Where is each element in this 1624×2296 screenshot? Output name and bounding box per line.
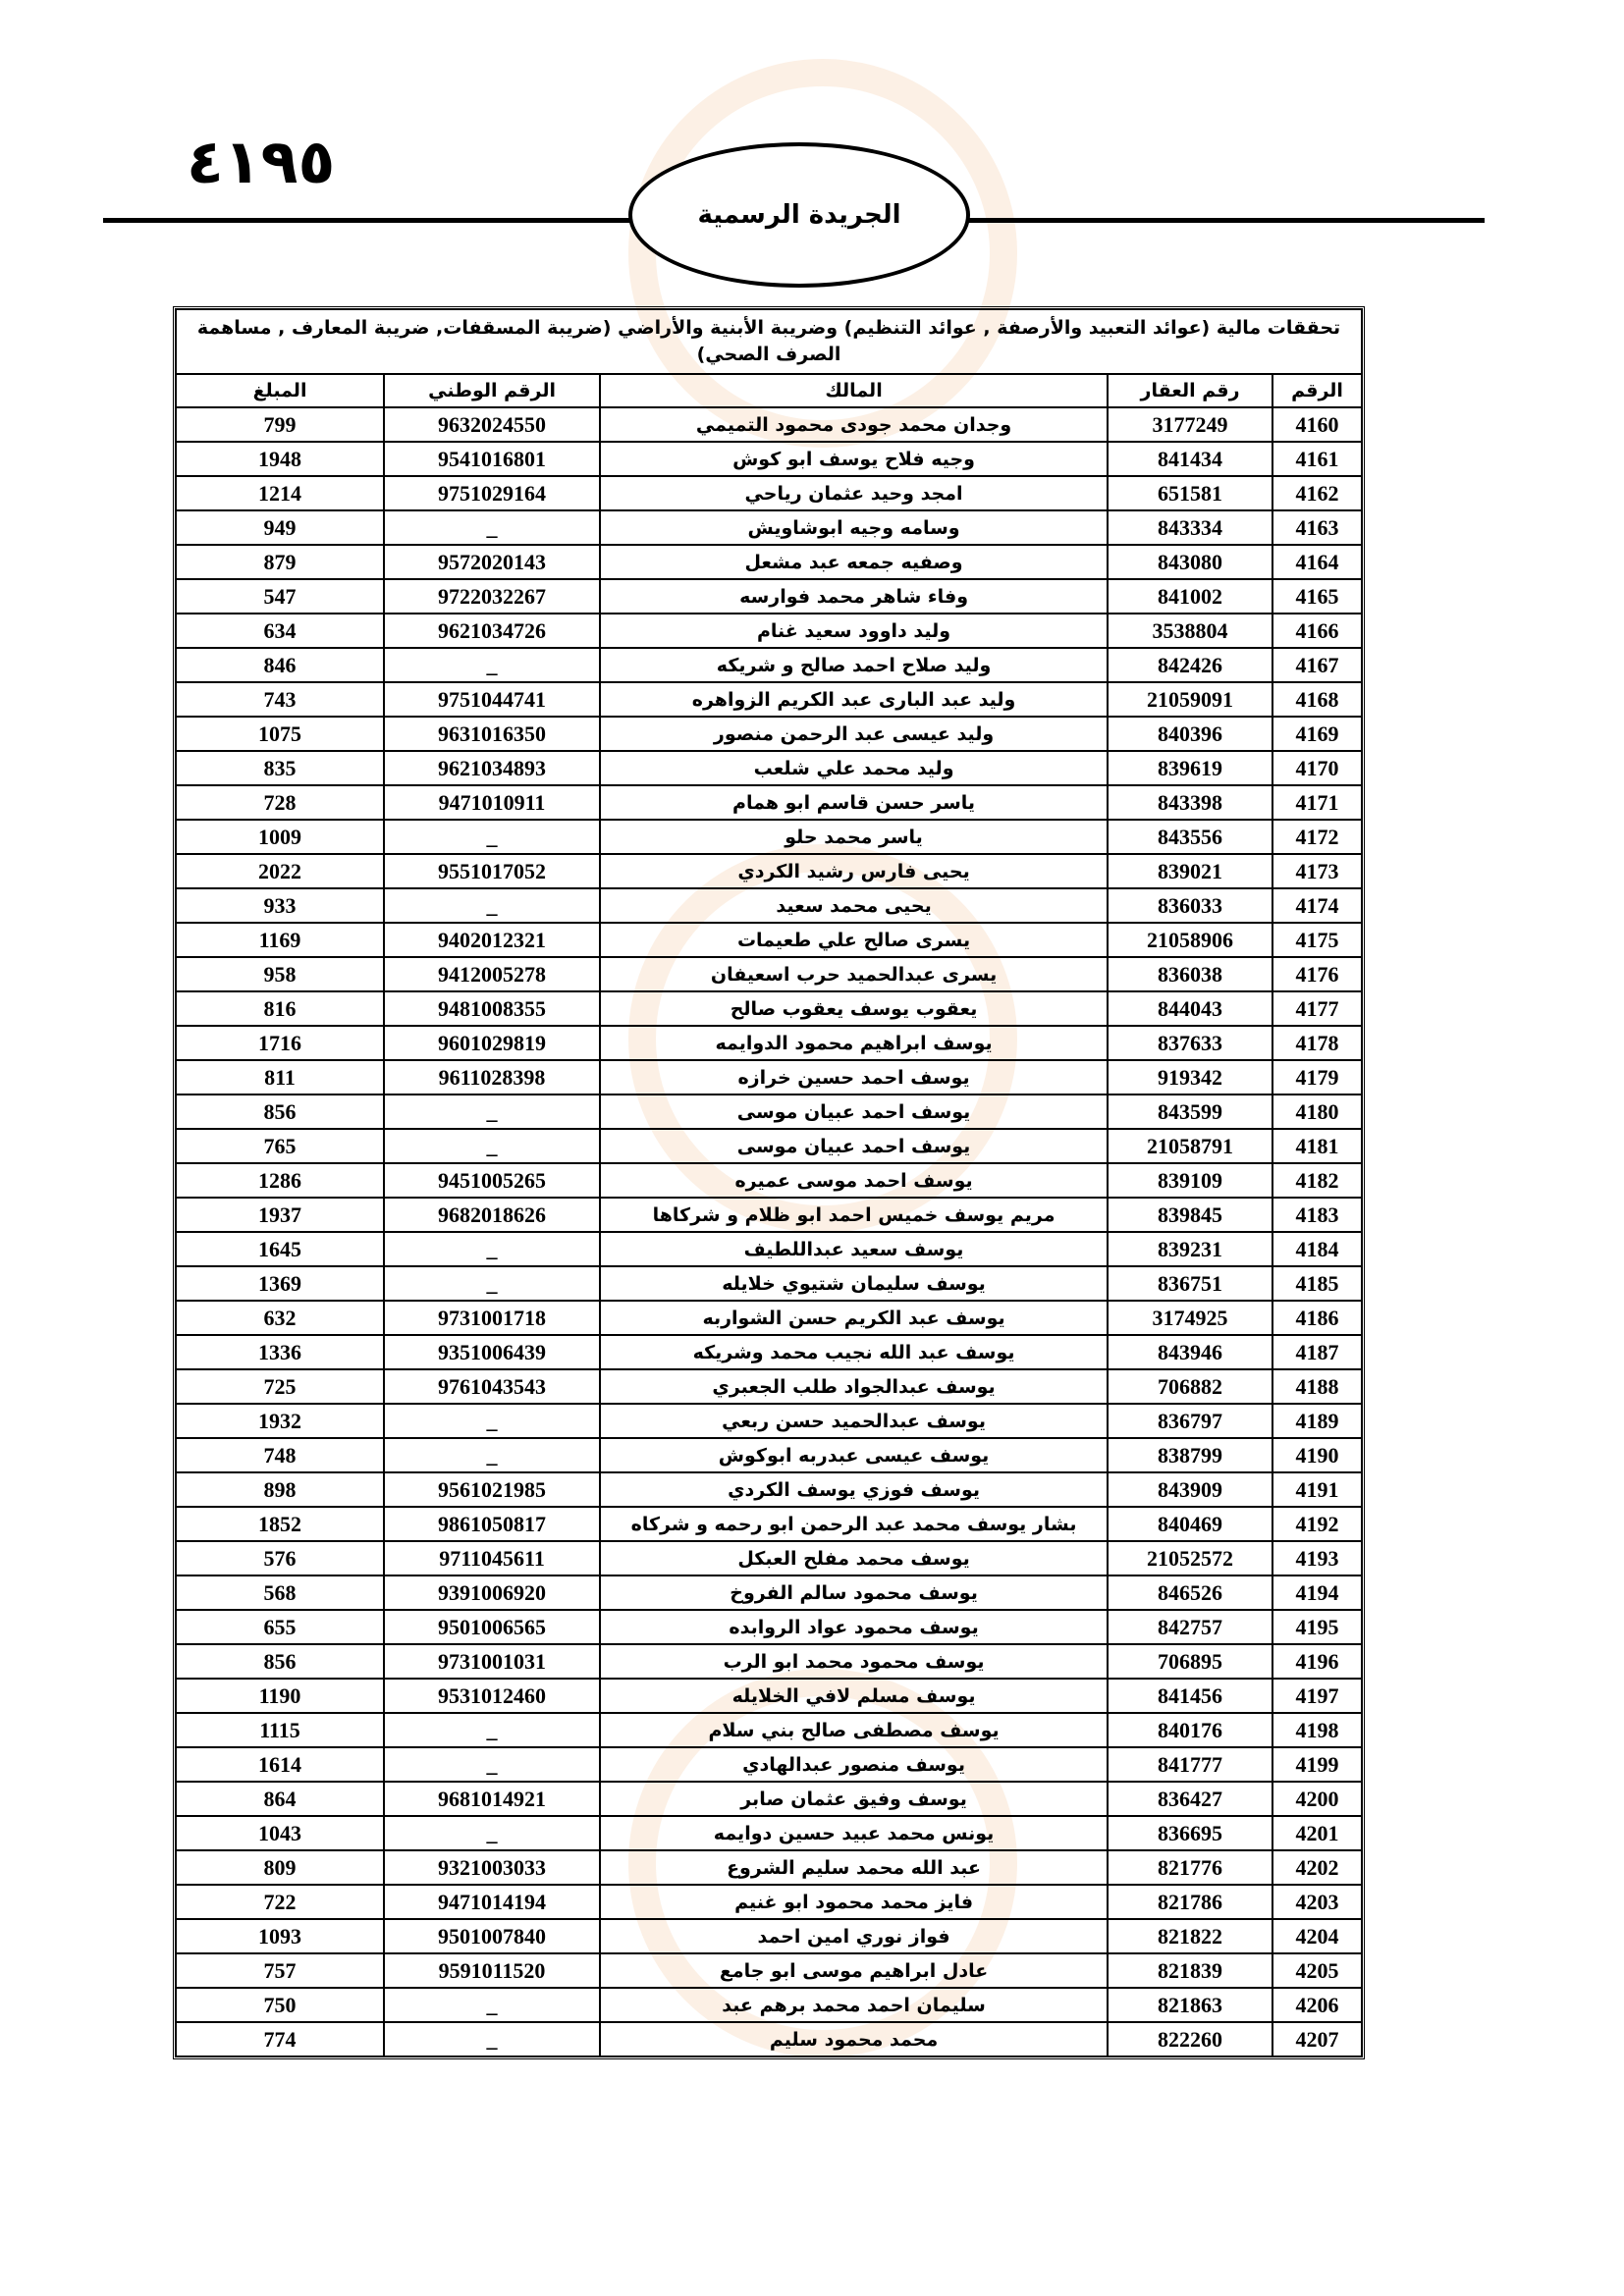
cell-national-id: _ (384, 1747, 600, 1782)
cell-national-id: 9751044741 (384, 682, 600, 717)
cell-amount: 634 (176, 614, 384, 648)
table-row (176, 1610, 1362, 1644)
cell-owner: فواز نوري امين احمد (600, 1919, 1108, 1953)
cell-national-id: 9412005278 (384, 957, 600, 991)
cell-number: 4182 (1272, 1163, 1362, 1198)
cell-owner: يحيى محمد سعيد (600, 888, 1108, 923)
cell-national-id: 9501007840 (384, 1919, 600, 1953)
cell-parcel: 821786 (1108, 1885, 1272, 1919)
cell-parcel: 838799 (1108, 1438, 1272, 1472)
table-row (176, 1404, 1362, 1438)
cell-number: 4167 (1272, 648, 1362, 682)
table-row (176, 1301, 1362, 1335)
cell-number: 4161 (1272, 442, 1362, 476)
cell-owner: وليد صلاح احمد صالح و شريكه (600, 648, 1108, 682)
cell-number: 4178 (1272, 1026, 1362, 1060)
cell-number: 4200 (1272, 1782, 1362, 1816)
table-row (176, 991, 1362, 1026)
cell-amount: 898 (176, 1472, 384, 1507)
table-row (176, 888, 1362, 923)
financial-dues-table (173, 306, 1365, 2059)
cell-national-id: 9681014921 (384, 1782, 600, 1816)
cell-parcel: 836695 (1108, 1816, 1272, 1850)
cell-amount: 655 (176, 1610, 384, 1644)
cell-amount: 576 (176, 1541, 384, 1575)
cell-amount: 879 (176, 545, 384, 579)
table-row (176, 1163, 1362, 1198)
cell-national-id: 9601029819 (384, 1026, 600, 1060)
cell-amount: 856 (176, 1644, 384, 1679)
cell-parcel: 821839 (1108, 1953, 1272, 1988)
cell-national-id: _ (384, 1988, 600, 2022)
cell-number: 4197 (1272, 1679, 1362, 1713)
cell-number: 4198 (1272, 1713, 1362, 1747)
cell-owner: وجدان محمد جودى محمود التميمي (600, 407, 1108, 442)
cell-national-id: _ (384, 1438, 600, 1472)
cell-national-id: 9632024550 (384, 407, 600, 442)
cell-amount: 1336 (176, 1335, 384, 1369)
cell-number: 4170 (1272, 751, 1362, 785)
cell-parcel: 839021 (1108, 854, 1272, 888)
cell-amount: 799 (176, 407, 384, 442)
cell-owner: ياسر محمد حلو (600, 820, 1108, 854)
cell-parcel: 840469 (1108, 1507, 1272, 1541)
cell-parcel: 821776 (1108, 1850, 1272, 1885)
table-row (176, 1232, 1362, 1266)
page-number: ٤١٩٥ (187, 126, 336, 197)
cell-owner: يونس محمد عبيد حسين دوايمه (600, 1816, 1108, 1850)
table-row (176, 1369, 1362, 1404)
cell-amount: 748 (176, 1438, 384, 1472)
table-row (176, 2022, 1362, 2056)
cell-number: 4166 (1272, 614, 1362, 648)
cell-national-id: _ (384, 1129, 600, 1163)
table-row (176, 407, 1362, 442)
cell-number: 4160 (1272, 407, 1362, 442)
table-row (176, 1747, 1362, 1782)
cell-parcel: 651581 (1108, 476, 1272, 510)
cell-owner: يعقوب يوسف يعقوب صالح (600, 991, 1108, 1026)
cell-amount: 722 (176, 1885, 384, 1919)
cell-parcel: 836751 (1108, 1266, 1272, 1301)
table-row (176, 1335, 1362, 1369)
table-row (176, 1816, 1362, 1850)
cell-parcel: 836427 (1108, 1782, 1272, 1816)
cell-national-id: _ (384, 1266, 600, 1301)
cell-owner: وجيه فلاح يوسف ابو كوش (600, 442, 1108, 476)
cell-national-id: 9621034726 (384, 614, 600, 648)
cell-amount: 1614 (176, 1747, 384, 1782)
cell-amount: 765 (176, 1129, 384, 1163)
cell-amount: 1369 (176, 1266, 384, 1301)
cell-parcel: 822260 (1108, 2022, 1272, 2056)
cell-amount: 846 (176, 648, 384, 682)
cell-amount: 811 (176, 1060, 384, 1095)
cell-number: 4188 (1272, 1369, 1362, 1404)
cell-owner: وفاء شاهر محمد فوارسه (600, 579, 1108, 614)
cell-owner: وليد عيسى عبد الرحمن منصور (600, 717, 1108, 751)
cell-owner: عادل ابراهيم موسى ابو جامع (600, 1953, 1108, 1988)
cell-number: 4192 (1272, 1507, 1362, 1541)
cell-owner: مريم يوسف خميس احمد ابو ظلام و شركاها (600, 1198, 1108, 1232)
table-row (176, 1095, 1362, 1129)
cell-national-id: _ (384, 1816, 600, 1850)
cell-parcel: 841002 (1108, 579, 1272, 614)
cell-number: 4203 (1272, 1885, 1362, 1919)
cell-parcel: 706882 (1108, 1369, 1272, 1404)
cell-amount: 856 (176, 1095, 384, 1129)
cell-owner: يوسف فوزي يوسف الكردي (600, 1472, 1108, 1507)
cell-amount: 1932 (176, 1404, 384, 1438)
table-row (176, 1919, 1362, 1953)
table-row (176, 545, 1362, 579)
cell-owner: يسرى صالح علي طعيمات (600, 923, 1108, 957)
table-row (176, 442, 1362, 476)
cell-owner: محمد محمود سليم (600, 2022, 1108, 2056)
cell-amount: 1286 (176, 1163, 384, 1198)
col-header-owner: المالك (600, 374, 1108, 407)
cell-owner: يوسف محمود محمد ابو الرب (600, 1644, 1108, 1679)
cell-national-id: 9531012460 (384, 1679, 600, 1713)
cell-parcel: 839845 (1108, 1198, 1272, 1232)
cell-amount: 864 (176, 1782, 384, 1816)
table-row (176, 1644, 1362, 1679)
cell-owner: يوسف محمود عواد الروابده (600, 1610, 1108, 1644)
table-row (176, 1782, 1362, 1816)
cell-amount: 1009 (176, 820, 384, 854)
table-row (176, 1953, 1362, 1988)
cell-owner: ياسر حسن قاسم ابو همام (600, 785, 1108, 820)
cell-owner: يوسف سليمان شتيوي خلايله (600, 1266, 1108, 1301)
cell-number: 4205 (1272, 1953, 1362, 1988)
cell-amount: 835 (176, 751, 384, 785)
cell-number: 4168 (1272, 682, 1362, 717)
cell-national-id: 9761043543 (384, 1369, 600, 1404)
cell-owner: سليمان احمد محمد برهم عبد (600, 1988, 1108, 2022)
cell-national-id: _ (384, 648, 600, 682)
table-row (176, 682, 1362, 717)
cell-number: 4189 (1272, 1404, 1362, 1438)
table-row (176, 1713, 1362, 1747)
cell-national-id: 9722032267 (384, 579, 600, 614)
cell-parcel: 21052572 (1108, 1541, 1272, 1575)
cell-amount: 1093 (176, 1919, 384, 1953)
cell-amount: 816 (176, 991, 384, 1026)
cell-amount: 1043 (176, 1816, 384, 1850)
cell-owner: يوسف ابراهيم محمود الدوايمه (600, 1026, 1108, 1060)
cell-national-id: _ (384, 1713, 600, 1747)
cell-number: 4179 (1272, 1060, 1362, 1095)
cell-number: 4171 (1272, 785, 1362, 820)
cell-amount: 1169 (176, 923, 384, 957)
table-row (176, 1885, 1362, 1919)
cell-owner: عبد الله محمد سليم الشروع (600, 1850, 1108, 1885)
cell-number: 4185 (1272, 1266, 1362, 1301)
cell-amount: 958 (176, 957, 384, 991)
table-row (176, 957, 1362, 991)
cell-number: 4190 (1272, 1438, 1362, 1472)
table-row (176, 751, 1362, 785)
table-row (176, 614, 1362, 648)
table-row (176, 717, 1362, 751)
cell-amount: 933 (176, 888, 384, 923)
cell-number: 4175 (1272, 923, 1362, 957)
cell-national-id: 9481008355 (384, 991, 600, 1026)
col-header-number: الرقم (1272, 374, 1362, 407)
cell-national-id: 9731001031 (384, 1644, 600, 1679)
table-row (176, 1198, 1362, 1232)
cell-number: 4172 (1272, 820, 1362, 854)
cell-owner: يوسف مسلم لافي الخلايله (600, 1679, 1108, 1713)
cell-parcel: 839619 (1108, 751, 1272, 785)
cell-amount: 1948 (176, 442, 384, 476)
table-row (176, 1541, 1362, 1575)
cell-parcel: 821822 (1108, 1919, 1272, 1953)
cell-parcel: 3177249 (1108, 407, 1272, 442)
cell-number: 4207 (1272, 2022, 1362, 2056)
cell-national-id: 9451005265 (384, 1163, 600, 1198)
cell-national-id: 9631016350 (384, 717, 600, 751)
cell-parcel: 840396 (1108, 717, 1272, 751)
cell-national-id: _ (384, 1232, 600, 1266)
cell-number: 4176 (1272, 957, 1362, 991)
cell-parcel: 836797 (1108, 1404, 1272, 1438)
cell-owner: يوسف مصطفى صالح بني سلام (600, 1713, 1108, 1747)
cell-owner: يوسف عبد الله نجيب محمد وشريكه (600, 1335, 1108, 1369)
cell-parcel: 843398 (1108, 785, 1272, 820)
cell-parcel: 843599 (1108, 1095, 1272, 1129)
cell-parcel: 843334 (1108, 510, 1272, 545)
cell-number: 4204 (1272, 1919, 1362, 1953)
cell-owner: وليد عبد البارى عبد الكريم الزواهره (600, 682, 1108, 717)
cell-number: 4202 (1272, 1850, 1362, 1885)
cell-owner: يوسف عبد الكريم حسن الشواربه (600, 1301, 1108, 1335)
table-row (176, 785, 1362, 820)
cell-parcel: 841434 (1108, 442, 1272, 476)
cell-number: 4201 (1272, 1816, 1362, 1850)
cell-national-id: 9471010911 (384, 785, 600, 820)
col-header-amount: المبلغ (176, 374, 384, 407)
cell-national-id: 9351006439 (384, 1335, 600, 1369)
cell-number: 4162 (1272, 476, 1362, 510)
col-header-national-id: الرقم الوطني (384, 374, 600, 407)
cell-amount: 757 (176, 1953, 384, 1988)
cell-amount: 725 (176, 1369, 384, 1404)
cell-number: 4184 (1272, 1232, 1362, 1266)
cell-owner: يوسف منصور عبدالهادي (600, 1747, 1108, 1782)
cell-number: 4165 (1272, 579, 1362, 614)
cell-owner: وليد محمد علي شلعب (600, 751, 1108, 785)
table-row (176, 1507, 1362, 1541)
cell-national-id: 9711045611 (384, 1541, 600, 1575)
cell-amount: 949 (176, 510, 384, 545)
cell-national-id: _ (384, 820, 600, 854)
cell-number: 4183 (1272, 1198, 1362, 1232)
cell-parcel: 836038 (1108, 957, 1272, 991)
cell-number: 4193 (1272, 1541, 1362, 1575)
cell-number: 4177 (1272, 991, 1362, 1026)
cell-number: 4164 (1272, 545, 1362, 579)
cell-parcel: 21058791 (1108, 1129, 1272, 1163)
cell-owner: يوسف محمود سالم الفروخ (600, 1575, 1108, 1610)
cell-parcel: 839231 (1108, 1232, 1272, 1266)
cell-national-id: 9391006920 (384, 1575, 600, 1610)
cell-parcel: 843946 (1108, 1335, 1272, 1369)
cell-owner: يوسف وفيق عثمان صابر (600, 1782, 1108, 1816)
cell-amount: 632 (176, 1301, 384, 1335)
cell-amount: 809 (176, 1850, 384, 1885)
cell-amount: 547 (176, 579, 384, 614)
cell-amount: 1937 (176, 1198, 384, 1232)
col-header-parcel: رقم العقار (1108, 374, 1272, 407)
cell-owner: يوسف احمد حسين خرازه (600, 1060, 1108, 1095)
cell-owner: يوسف عبدالحميد حسن ربعي (600, 1404, 1108, 1438)
cell-national-id: _ (384, 2022, 600, 2056)
cell-owner: يوسف احمد عبيان موسى (600, 1095, 1108, 1129)
cell-parcel: 843909 (1108, 1472, 1272, 1507)
cell-amount: 1645 (176, 1232, 384, 1266)
cell-national-id: 9551017052 (384, 854, 600, 888)
cell-parcel: 840176 (1108, 1713, 1272, 1747)
cell-amount: 774 (176, 2022, 384, 2056)
table-row (176, 1472, 1362, 1507)
cell-owner: وصفيه جمعه عبد مشعل (600, 545, 1108, 579)
table-row (176, 820, 1362, 854)
cell-amount: 1115 (176, 1713, 384, 1747)
cell-amount: 568 (176, 1575, 384, 1610)
cell-national-id: 9751029164 (384, 476, 600, 510)
cell-national-id: _ (384, 888, 600, 923)
cell-number: 4187 (1272, 1335, 1362, 1369)
cell-amount: 1190 (176, 1679, 384, 1713)
cell-parcel: 836033 (1108, 888, 1272, 923)
cell-national-id: 9861050817 (384, 1507, 600, 1541)
cell-national-id: 9682018626 (384, 1198, 600, 1232)
cell-parcel: 843080 (1108, 545, 1272, 579)
cell-national-id: 9572020143 (384, 545, 600, 579)
cell-parcel: 3174925 (1108, 1301, 1272, 1335)
cell-national-id: 9731001718 (384, 1301, 600, 1335)
cell-parcel: 706895 (1108, 1644, 1272, 1679)
cell-national-id: 9611028398 (384, 1060, 600, 1095)
cell-parcel: 846526 (1108, 1575, 1272, 1610)
cell-owner: وسامه وجيه ابوشاويش (600, 510, 1108, 545)
cell-amount: 1716 (176, 1026, 384, 1060)
table-row (176, 854, 1362, 888)
cell-owner: يوسف عيسى عبدربه ابوكوش (600, 1438, 1108, 1472)
table-row (176, 1026, 1362, 1060)
cell-amount: 728 (176, 785, 384, 820)
cell-owner: يوسف احمد موسى عميره (600, 1163, 1108, 1198)
cell-parcel: 844043 (1108, 991, 1272, 1026)
cell-number: 4173 (1272, 854, 1362, 888)
cell-number: 4206 (1272, 1988, 1362, 2022)
cell-parcel: 842757 (1108, 1610, 1272, 1644)
cell-parcel: 841456 (1108, 1679, 1272, 1713)
cell-owner: يوسف سعيد عبداللطيف (600, 1232, 1108, 1266)
cell-parcel: 842426 (1108, 648, 1272, 682)
cell-national-id: _ (384, 1095, 600, 1129)
cell-number: 4199 (1272, 1747, 1362, 1782)
cell-amount: 1214 (176, 476, 384, 510)
table-row (176, 1060, 1362, 1095)
table-row (176, 1438, 1362, 1472)
cell-amount: 1852 (176, 1507, 384, 1541)
cell-owner: يحيى فارس رشيد الكردي (600, 854, 1108, 888)
cell-parcel: 821863 (1108, 1988, 1272, 2022)
cell-number: 4194 (1272, 1575, 1362, 1610)
cell-parcel: 21058906 (1108, 923, 1272, 957)
cell-amount: 2022 (176, 854, 384, 888)
cell-parcel: 3538804 (1108, 614, 1272, 648)
table-row (176, 1679, 1362, 1713)
table-row (176, 1850, 1362, 1885)
table-row (176, 1129, 1362, 1163)
cell-national-id: _ (384, 1404, 600, 1438)
cell-amount: 750 (176, 1988, 384, 2022)
table-row (176, 1988, 1362, 2022)
cell-national-id: 9621034893 (384, 751, 600, 785)
cell-parcel: 837633 (1108, 1026, 1272, 1060)
table-row (176, 1266, 1362, 1301)
cell-number: 4180 (1272, 1095, 1362, 1129)
cell-number: 4186 (1272, 1301, 1362, 1335)
cell-owner: وليد داوود سعيد غنام (600, 614, 1108, 648)
cell-amount: 743 (176, 682, 384, 717)
cell-owner: يوسف عبدالجواد طلب الجعبري (600, 1369, 1108, 1404)
table-row (176, 510, 1362, 545)
cell-national-id: _ (384, 510, 600, 545)
gazette-title: الجريدة الرسمية (697, 200, 901, 230)
cell-national-id: 9402012321 (384, 923, 600, 957)
cell-number: 4195 (1272, 1610, 1362, 1644)
cell-amount: 1075 (176, 717, 384, 751)
cell-parcel: 839109 (1108, 1163, 1272, 1198)
cell-owner: يوسف احمد عبيان موسى (600, 1129, 1108, 1163)
cell-owner: بشار يوسف محمد عبد الرحمن ابو رحمه و شركاه (600, 1507, 1108, 1541)
cell-owner: يوسف محمد مفلح العبكل (600, 1541, 1108, 1575)
table-title: تحققات مالية (عوائد التعبيد والأرصفة , عوائد التنظيم) وضريبة الأبنية والأراضي (ضريبة المسقفات, ضريبة المعارف , مساهمة الصرف الصحي) (176, 309, 1362, 374)
cell-national-id: 9321003033 (384, 1850, 600, 1885)
table-row (176, 648, 1362, 682)
cell-national-id: 9501006565 (384, 1610, 600, 1644)
table-row (176, 923, 1362, 957)
cell-national-id: 9561021985 (384, 1472, 600, 1507)
table-row (176, 1575, 1362, 1610)
table-header-row (176, 374, 1362, 407)
cell-parcel: 843556 (1108, 820, 1272, 854)
cell-parcel: 919342 (1108, 1060, 1272, 1095)
cell-national-id: 9471014194 (384, 1885, 600, 1919)
cell-number: 4169 (1272, 717, 1362, 751)
cell-parcel: 841777 (1108, 1747, 1272, 1782)
cell-owner: فايز محمد محمود ابو غنيم (600, 1885, 1108, 1919)
cell-number: 4174 (1272, 888, 1362, 923)
table-row (176, 476, 1362, 510)
cell-number: 4181 (1272, 1129, 1362, 1163)
cell-national-id: 9541016801 (384, 442, 600, 476)
table-row (176, 579, 1362, 614)
cell-number: 4163 (1272, 510, 1362, 545)
cell-owner: امجد وحيد عثمان رياحي (600, 476, 1108, 510)
cell-national-id: 9591011520 (384, 1953, 600, 1988)
cell-owner: يسرى عبدالحميد حرب اسعيفان (600, 957, 1108, 991)
cell-number: 4191 (1272, 1472, 1362, 1507)
cell-number: 4196 (1272, 1644, 1362, 1679)
gazette-title-oval (628, 142, 970, 288)
cell-parcel: 21059091 (1108, 682, 1272, 717)
